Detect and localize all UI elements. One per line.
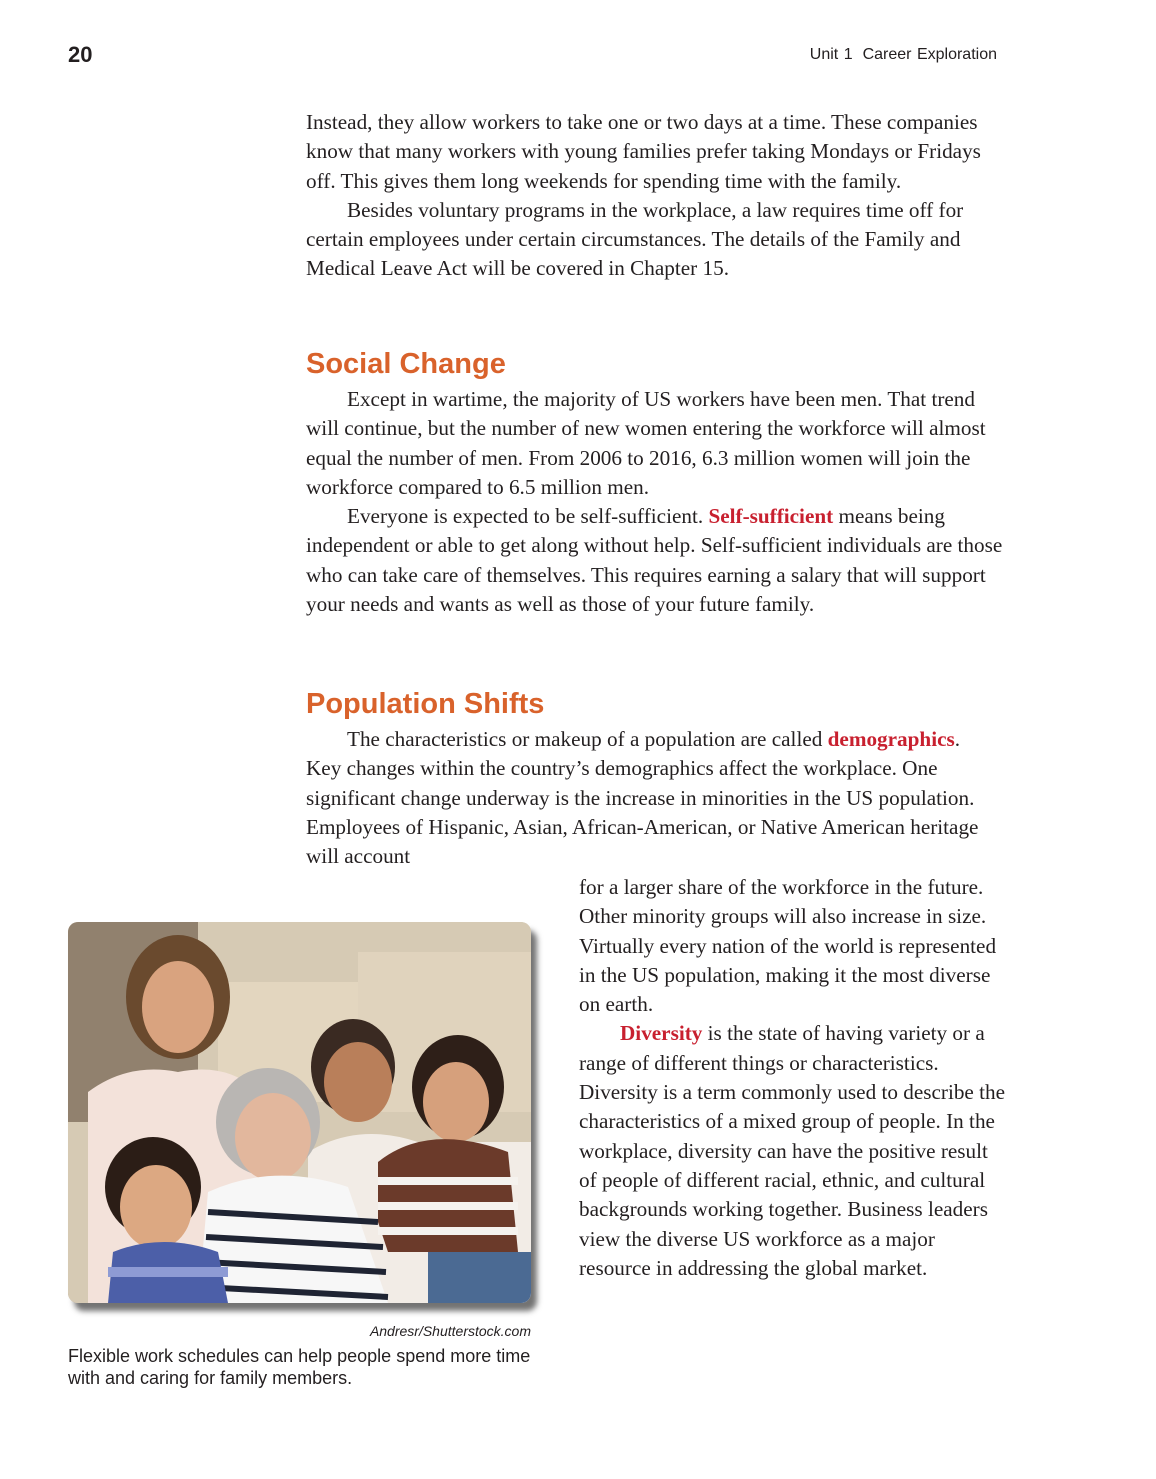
key-term-self-sufficient: Self-sufficient <box>708 504 834 529</box>
text-run: The characteristics or makeup of a population are called <box>347 727 828 751</box>
page-number: 20 <box>68 42 93 67</box>
running-head <box>810 46 997 64</box>
text-run: means being independent or able to get along without help. Self-sufficient individuals are those who can take care of themselves. This requires earning a salary that will support your needs and wants as well as those of your future family. <box>306 504 1003 617</box>
population-shifts-section <box>306 687 1006 871</box>
intro-section <box>306 108 1001 284</box>
key-term-diversity: Diversity <box>620 1021 703 1046</box>
family-photo <box>68 922 531 1303</box>
photo-credit: Andresr/Shutterstock.com <box>369 1323 531 1339</box>
text-run: Everyone is expected to be self-sufficient. <box>347 504 709 529</box>
section-heading-population-shifts: Population Shifts <box>306 688 545 720</box>
family-photo-illustration <box>68 922 531 1303</box>
social-change-paragraph-2 <box>306 502 1006 619</box>
social-change-paragraph-1: Except in wartime, the majority of US workers have been men. That trend will continue, but the number of new women entering the workforce will almost equal the number of men. From 2006 to 2016, 6.3 million women will join the workforce compared to 6.5 million men. <box>306 387 986 499</box>
key-term-demographics: demographics <box>827 727 955 751</box>
text-run: is the state of having variety or a range of different things or characteristics. Diversity is a term commonly used to describe the characteristics of a mixed group of people. In the workplace, diversity can have the positive result of people of different racial, ethnic, and cultural backgrounds working together. Business leaders view the diverse US workforce as a major resource in addressing the global market. <box>579 1021 1006 1280</box>
social-change-section <box>306 347 1006 619</box>
right-column <box>579 873 1009 1283</box>
unit-label: Unit 1 <box>809 46 853 63</box>
figure-caption: Flexible work schedules can help people spend more time with and caring for family members. <box>68 1346 531 1388</box>
section-heading-social-change: Social Change <box>306 348 506 380</box>
intro-paragraph-2: Besides voluntary programs in the workplace, a law requires time off for certain employees under certain circumstances. The details of the Family and Medical Leave Act will be covered in Chapter 15. <box>306 197 964 281</box>
population-paragraph-2 <box>579 1019 1009 1283</box>
unit-title: Career Exploration <box>862 46 997 63</box>
population-paragraph-1-continued: for a larger share of the workforce in the future. Other minority groups will also increase in size. Virtually every nation of the world is represented in the US population, making it the most diverse on earth. <box>579 875 997 1017</box>
intro-paragraph-1: Instead, they allow workers to take one or two days at a time. These companies know that many workers with young families prefer taking Mondays or Fridays off. This gives them long weekends for spending time with the family. <box>306 110 981 193</box>
text-run: . Key changes within the country’s demographics affect the workplace. One significant change underway is the increase in minorities in the US population. Employees of Hispanic, Asian, African-American, or Native American heritage will account <box>306 727 979 869</box>
population-paragraph-1 <box>306 725 986 871</box>
